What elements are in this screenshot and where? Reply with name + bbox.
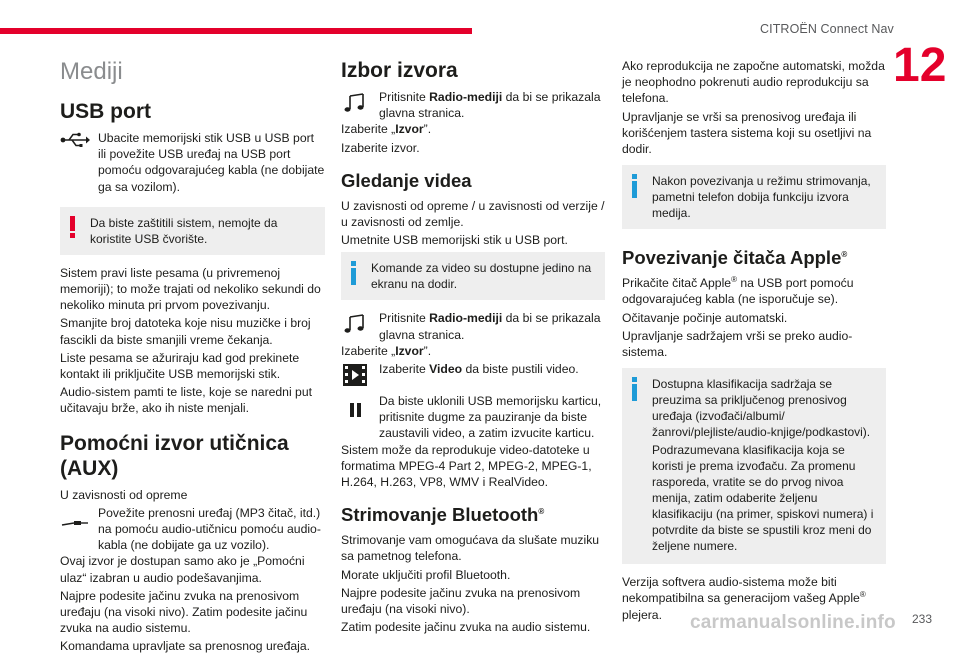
video-text-3: Sistem može da reprodukuje video-datoteke u formatima MPEG-4 Part 2, MPEG-2, MPEG-1, H.264, H.263, VP8, WMV i RealVideo.	[341, 442, 592, 490]
usb-icon	[60, 132, 90, 148]
page-number: 233	[912, 612, 933, 626]
column-2	[341, 58, 605, 637]
video-select: Izaberite „Izvor”.	[341, 343, 432, 358]
usb-text-4: Audio-sistem pamti te liste, koje se naredni put učitavaju brže, ako ih niste menjali.	[60, 385, 312, 416]
bt-text-1: Strimovanje vam omogućava da slušate muziku sa pametnog telefona.	[341, 533, 600, 564]
bt-text-3: Najpre podesite jačinu zvuka na prenosivom uređaju (na visoki nivo).	[341, 585, 581, 617]
info-icon	[632, 377, 637, 401]
stream-info-box: Nakon povezivanja u režimu strimovanja, pametni telefon dobija funkciju izvora medija.	[622, 165, 886, 229]
chapter-number: 12	[893, 39, 947, 92]
watermark: carmanualsonline.info	[690, 612, 896, 633]
warning-icon	[70, 216, 75, 238]
source-heading: Izbor izvora	[341, 59, 458, 82]
info-icon	[351, 261, 356, 285]
bt-text-2: Morate uključiti profil Bluetooth.	[341, 567, 511, 582]
apple-text-1: Prikačite čitač Apple® na USB port pomoću odgovarajućeg kabla (ne isporučuje se).	[622, 275, 854, 307]
music-note-icon	[341, 93, 371, 109]
source-select-2: Izaberite izvor.	[341, 140, 420, 155]
aux-paragraph: Povežite prenosni uređaj (MP3 čitač, itd.) na pomoću audio-utičnicu pomoću audio-kabla (ne dobijate ga uz vozilo).	[60, 505, 325, 554]
aux-text-1: U zavisnosti od opreme	[60, 487, 188, 502]
video-source-paragraph: Pritisnite Radio-mediji da bi se prikazala glavna stranica.	[341, 310, 605, 342]
video-text-2: Umetnite USB memorijski stik u USB port.	[341, 233, 568, 248]
section-title: Mediji	[60, 58, 123, 85]
top-accent-bar	[0, 28, 472, 34]
jack-cable-icon	[60, 515, 90, 531]
column-1	[60, 58, 325, 657]
stream-text-1: Ako reprodukcija ne započne automatski, možda je neophodno pokrenuti audio reprodukciju sa telefona.	[622, 59, 885, 106]
usb-text-2: Smanjite broj datoteka koje nisu muzičke i broj fascikli da biste smanjili vreme čekanja.	[60, 316, 311, 347]
apple-heading: Povezivanje čitača Apple®	[622, 247, 848, 269]
apple-text-2: Očitavanje počinje automatski.	[622, 310, 788, 325]
aux-text-2: Ovaj izvor je dostupan samo ako je „Pomoćni ulaz“ izabran u audio podešavanjima.	[60, 554, 305, 585]
video-heading: Gledanje videa	[341, 169, 472, 191]
film-icon	[341, 363, 371, 379]
usb-text-3: Liste pesama se ažuriraju kad god prekinete kontakt ili priključite USB memorijski stik.	[60, 350, 300, 382]
usb-text-1: Sistem pravi liste pesama (u privremenoj memoriji); to može trajati od nekoliko sekundi do nekoliko minuta pri prvom povezivanju.	[60, 265, 321, 313]
aux-text-4: Komandama upravljate sa prenosnog uređaja.	[60, 639, 311, 654]
column-3	[622, 58, 886, 625]
apple-text-4: Verzija softvera audio-sistema može biti nekompatibilna sa generacijom vašeg Apple® plejera.	[622, 575, 866, 622]
usb-paragraph: Ubacite memorijski stik USB u USB port ili povežite USB uređaj na USB port pomoću odgovarajućeg kabla (ne dobijate ga sa vozilom).	[60, 130, 325, 195]
usb-heading: USB port	[60, 100, 151, 123]
usb-warning-box: Da biste zaštitili sistem, nemojte da koristite USB čvorište.	[60, 207, 325, 255]
aux-text-3: Najpre podesite jačinu zvuka na prenosivom uređaju (na visoki nivo). Zatim podesite jačinu zvuka na audio sistemu.	[60, 588, 308, 636]
video-text-1: U zavisnosti od opreme / u zavisnosti od verzije / u zavisnosti od zemlje.	[341, 198, 605, 230]
source-paragraph: Pritisnite Radio-mediji da bi se prikazala glavna stranica.	[341, 89, 605, 121]
pause-icon	[341, 402, 371, 418]
bluetooth-heading: Strimovanje Bluetooth®	[341, 504, 545, 526]
bt-text-4: Zatim podesite jačinu zvuka na audio sistemu.	[341, 620, 591, 635]
running-header: CITROËN Connect Nav	[760, 22, 894, 36]
source-select: Izaberite „Izvor”.	[341, 122, 432, 137]
video-pause-paragraph: Da biste uklonili USB memorijsku karticu, pritisnite dugme za pauziranje da biste zaustavili video, a zatim izvucite karticu.	[341, 393, 605, 442]
stream-text-2: Upravljanje se vrši sa prenosivog uređaja ili korišćenjem tastera sistema koji su osetljivi na dodir.	[622, 109, 872, 157]
video-info-box: Komande za video su dostupne jedino na ekranu na dodir.	[341, 252, 605, 300]
music-note-icon	[341, 314, 371, 330]
video-choose-paragraph: Izaberite Video da biste pustili video.	[341, 361, 605, 385]
apple-info-box: Dostupna klasifikacija sadržaja se preuzima sa priključenog prenosivog uređaja (izvođači/albumi/žanrovi/plejliste/audio-knjige/podkastovi). Podrazumevana klasifikacija koja se koristi je prema izvođaču. Za promenu rasporeda, vratite se do prvog nivoa menija, zatim odaberite željenu klasifikaciju (na primer, spiskovi numera) i potvrdite da biste se spustili kroz meni do željene numere.	[622, 368, 886, 564]
info-icon	[632, 174, 637, 198]
apple-text-3: Upravljanje sadržajem vrši se preko audio-sistema.	[622, 328, 853, 360]
aux-heading: Pomoćni izvor utičnica (AUX)	[60, 431, 289, 480]
